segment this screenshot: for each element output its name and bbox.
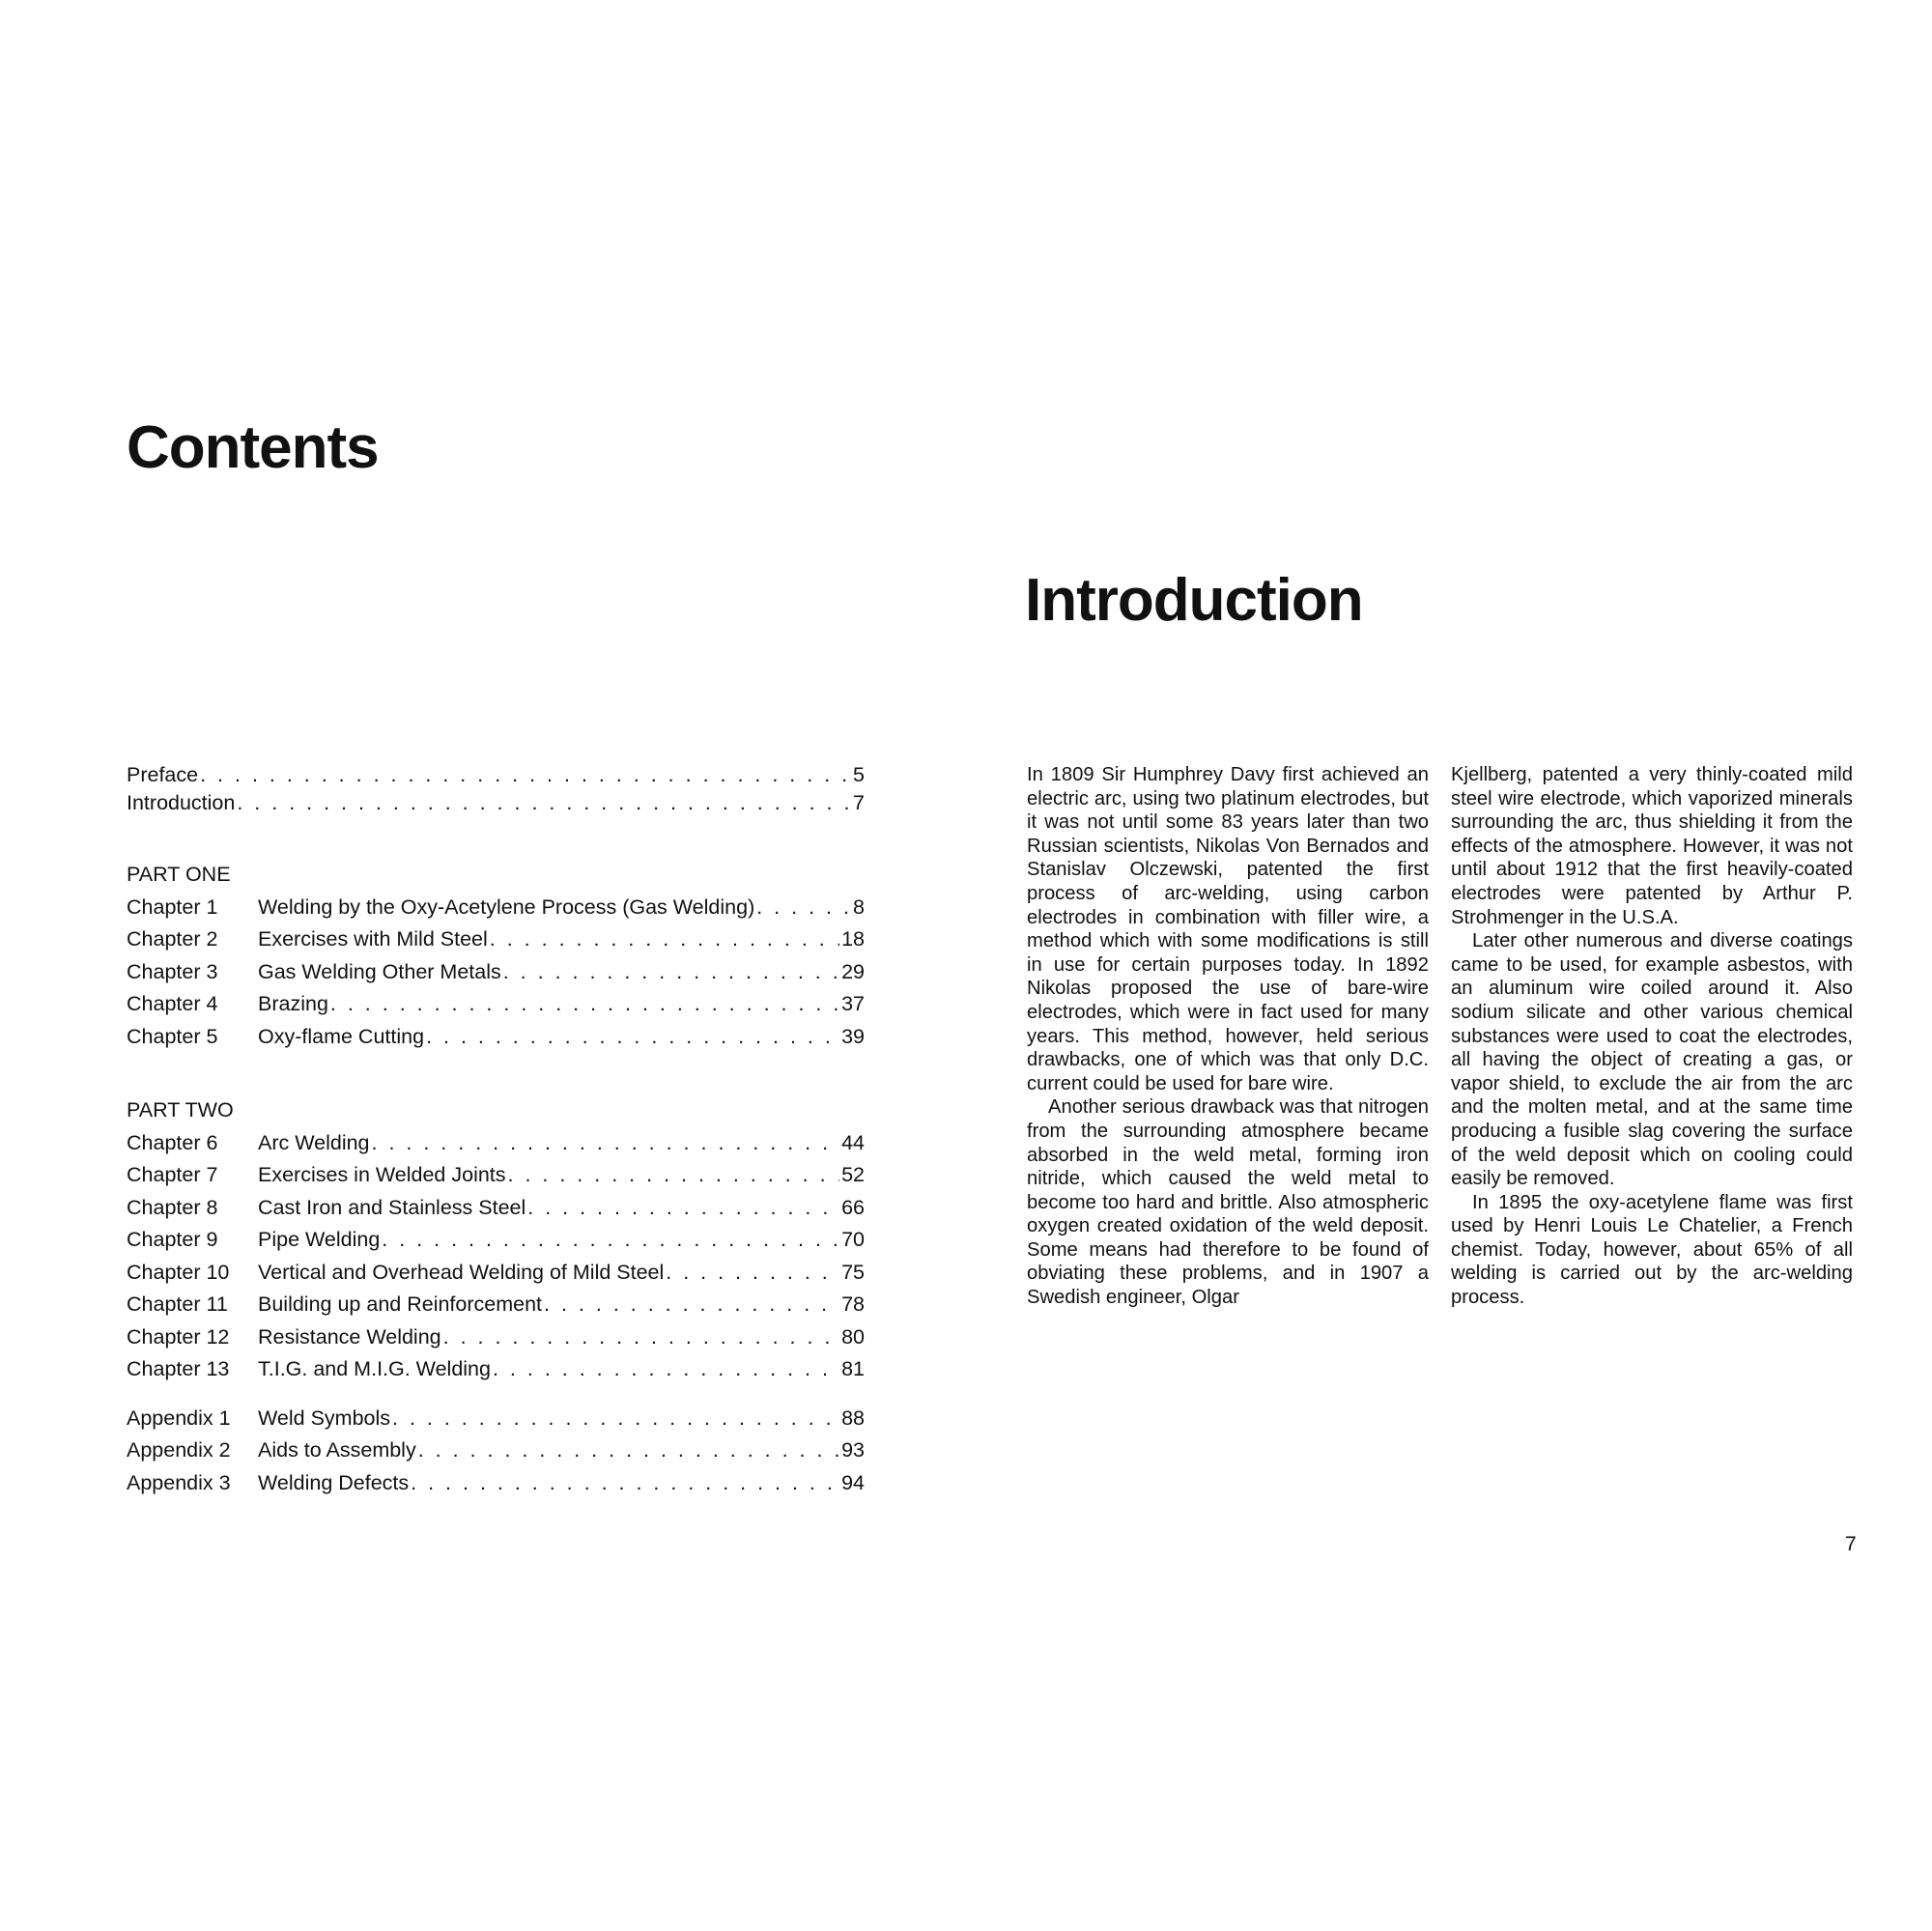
toc-leader-dots <box>490 923 839 956</box>
toc-entry-page: 5 <box>853 763 865 786</box>
toc-leader-dots <box>372 1127 840 1160</box>
toc-entry-page: 52 <box>841 1163 865 1186</box>
toc-chapter-number: Chapter 11 <box>127 1292 228 1316</box>
toc-leader-dots <box>411 1467 839 1500</box>
toc-chapter-number: Chapter 6 <box>127 1130 218 1154</box>
toc-leader-dots <box>527 1192 839 1225</box>
toc-entry-label: Brazing <box>258 992 328 1015</box>
toc-entry-page: 39 <box>841 1024 865 1048</box>
toc-leader-dots <box>443 1321 839 1354</box>
toc-entry-appendix[interactable] <box>127 1467 865 1500</box>
toc-leader-dots <box>544 1289 839 1321</box>
page-number: 7 <box>1845 1533 1857 1555</box>
toc-chapter-number: Chapter 4 <box>127 992 218 1015</box>
toc-entry-appendix[interactable] <box>127 1403 865 1435</box>
toc-leader-dots <box>392 1403 839 1435</box>
toc-chapter-number: Chapter 12 <box>127 1324 230 1349</box>
toc-entry-label: Preface <box>127 763 199 786</box>
toc-entry-label: Resistance Welding <box>258 1324 441 1349</box>
toc-entry-page: 44 <box>841 1130 865 1154</box>
toc-chapter-number: Chapter 8 <box>127 1195 218 1219</box>
introduction-paragraph: Kjellberg, patented a very thinly-coated mild steel wire electrode, which vaporized minerals surrounding the arc, thus shielding it from the effects of the atmosphere. However, it was not until about 1912 that the first heavily-coated electrodes were patented by Arthur P. Strohmenger in the U.S.A. <box>1451 764 1853 928</box>
toc-entry-chapter[interactable] <box>127 1224 865 1257</box>
toc-entry-preface[interactable] <box>127 761 865 789</box>
introduction-column-1 <box>1027 763 1429 1310</box>
toc-entry-page: 88 <box>841 1406 865 1430</box>
toc-entry-label: T.I.G. and M.I.G. Welding <box>258 1357 491 1380</box>
toc-chapter-number: Chapter 10 <box>127 1260 230 1284</box>
toc-entry-label: Welding by the Oxy-Acetylene Process (Gas Welding) <box>258 895 755 919</box>
toc-appendix-number: Appendix 1 <box>127 1406 231 1430</box>
toc-entry-label: Vertical and Overhead Welding of Mild Steel <box>258 1260 665 1284</box>
toc-leader-dots <box>418 1434 839 1467</box>
toc-appendix-number: Appendix 2 <box>127 1438 231 1462</box>
toc-entry-label: Cast Iron and Stainless Steel <box>258 1195 526 1219</box>
toc-entry-label: Gas Welding Other Metals <box>258 959 501 983</box>
toc-entry-label: Introduction <box>127 791 236 814</box>
toc-leader-dots <box>330 988 839 1021</box>
toc-entry-label: Weld Symbols <box>258 1406 391 1430</box>
toc-entry-label: Oxy-flame Cutting <box>258 1024 425 1048</box>
toc-entry-page: 7 <box>853 791 865 814</box>
toc-entry-chapter[interactable] <box>127 1353 865 1386</box>
toc-leader-dots <box>666 1257 839 1290</box>
toc-entry-label: Aids to Assembly <box>258 1438 416 1462</box>
toc-entry-introduction[interactable] <box>127 789 865 817</box>
toc-entry-page: 93 <box>841 1438 865 1462</box>
toc-entry-label: Welding Defects <box>258 1470 410 1494</box>
toc-entry-label: Building up and Reinforcement <box>258 1292 543 1316</box>
toc-chapter-number: Chapter 1 <box>127 895 218 919</box>
introduction-paragraph: In 1809 Sir Humphrey Davy first achieved an electric arc, using two platinum electrodes, but it was not until some 83 years later than two Russian scientists, Nikolas Von Bernados and Stanislav Olczewski, patented the first process of arc-welding, using carbon electrodes in combination with filler wire, a method which with some modifications is still in use for certain purposes today. In 1892 Nikolas proposed the use of bare-wire electrodes, which were in fact used for many years. This method, however, held serious drawbacks, one of which was that only D.C. current could be used for bare wire. <box>1027 764 1429 1094</box>
toc-chapter-number: Chapter 3 <box>127 959 218 983</box>
toc-leader-dots <box>508 1159 840 1192</box>
toc-entry-chapter[interactable] <box>127 892 865 924</box>
toc-entry-page: 18 <box>841 927 865 951</box>
toc-leader-dots <box>493 1353 839 1386</box>
toc-entry-page: 80 <box>841 1324 865 1349</box>
toc-entry-chapter[interactable] <box>127 923 865 956</box>
toc-leader-dots <box>237 789 851 817</box>
toc-part-heading: PART TWO <box>127 1098 234 1122</box>
introduction-paragraph: In 1895 the oxy-acetylene flame was first used by Henri Louis Le Chatelier, a French chemist. Today, however, about 65% of all welding is carried out by the arc-welding process. <box>1451 1191 1853 1309</box>
introduction-title: Introduction <box>1025 567 1363 634</box>
toc-entry-chapter[interactable] <box>127 1321 865 1354</box>
toc-chapter-number: Chapter 2 <box>127 927 218 951</box>
toc-entry-page: 66 <box>841 1195 865 1219</box>
toc-entry-page: 78 <box>841 1292 865 1316</box>
toc-entry-chapter[interactable] <box>127 1289 865 1321</box>
introduction-paragraph: Later other numerous and diverse coatings came to be used, for example asbestos, with an aluminum wire coiled around it. Also sodium silicate and other various chemical substances were used to coat the electrodes, all having the object of creating a gas, or vapor shield, to exclude the air from the arc and the molten metal, and at the same time producing a fusible slag covering the surface of the weld deposit which on cooling could easily be removed. <box>1451 930 1853 1190</box>
toc-entry-page: 8 <box>853 895 865 919</box>
toc-leader-dots <box>756 892 851 924</box>
toc-chapter-number: Chapter 5 <box>127 1024 218 1048</box>
toc-entry-page: 70 <box>841 1228 865 1251</box>
toc-entry-label: Pipe Welding <box>258 1228 381 1251</box>
toc-entry-page: 29 <box>841 959 865 983</box>
toc-entry-chapter[interactable] <box>127 1257 865 1290</box>
toc-entry-chapter[interactable] <box>127 1159 865 1192</box>
toc-entry-label: Exercises with Mild Steel <box>258 927 488 951</box>
toc-entry-chapter[interactable] <box>127 956 865 989</box>
toc-entry-page: 37 <box>841 992 865 1015</box>
toc-part-heading: PART ONE <box>127 863 231 886</box>
toc-entry-page: 94 <box>841 1470 865 1494</box>
toc-entry-chapter[interactable] <box>127 1021 865 1054</box>
toc-entry-page: 75 <box>841 1260 865 1284</box>
toc-leader-dots <box>200 761 851 789</box>
toc-entry-label: Arc Welding <box>258 1130 370 1154</box>
toc-chapter-number: Chapter 7 <box>127 1163 218 1186</box>
contents-title: Contents <box>127 414 379 481</box>
toc-entry-chapter[interactable] <box>127 1192 865 1225</box>
toc-entry-chapter[interactable] <box>127 988 865 1021</box>
toc-entry-page: 81 <box>841 1357 865 1380</box>
toc-chapter-number: Chapter 9 <box>127 1228 218 1251</box>
toc-chapter-number: Chapter 13 <box>127 1357 230 1380</box>
toc-leader-dots <box>503 956 839 989</box>
toc-entry-chapter[interactable] <box>127 1127 865 1160</box>
toc-appendix-number: Appendix 3 <box>127 1470 231 1494</box>
toc-leader-dots <box>426 1021 839 1054</box>
toc-leader-dots <box>382 1224 839 1257</box>
toc-entry-appendix[interactable] <box>127 1434 865 1467</box>
introduction-paragraph: Another serious drawback was that nitrogen from the surrounding atmosphere became absorbed in the weld metal, forming iron nitride, which caused the weld metal to become too hard and brittle. Also atmospheric oxygen created oxidation of the weld deposit. Some means had therefore to be found of obviating these problems, and in 1907 a Swedish engineer, Olgar <box>1027 1096 1429 1309</box>
table-of-contents <box>127 761 865 1499</box>
toc-entry-label: Exercises in Welded Joints <box>258 1163 506 1186</box>
introduction-column-2 <box>1451 763 1853 1310</box>
